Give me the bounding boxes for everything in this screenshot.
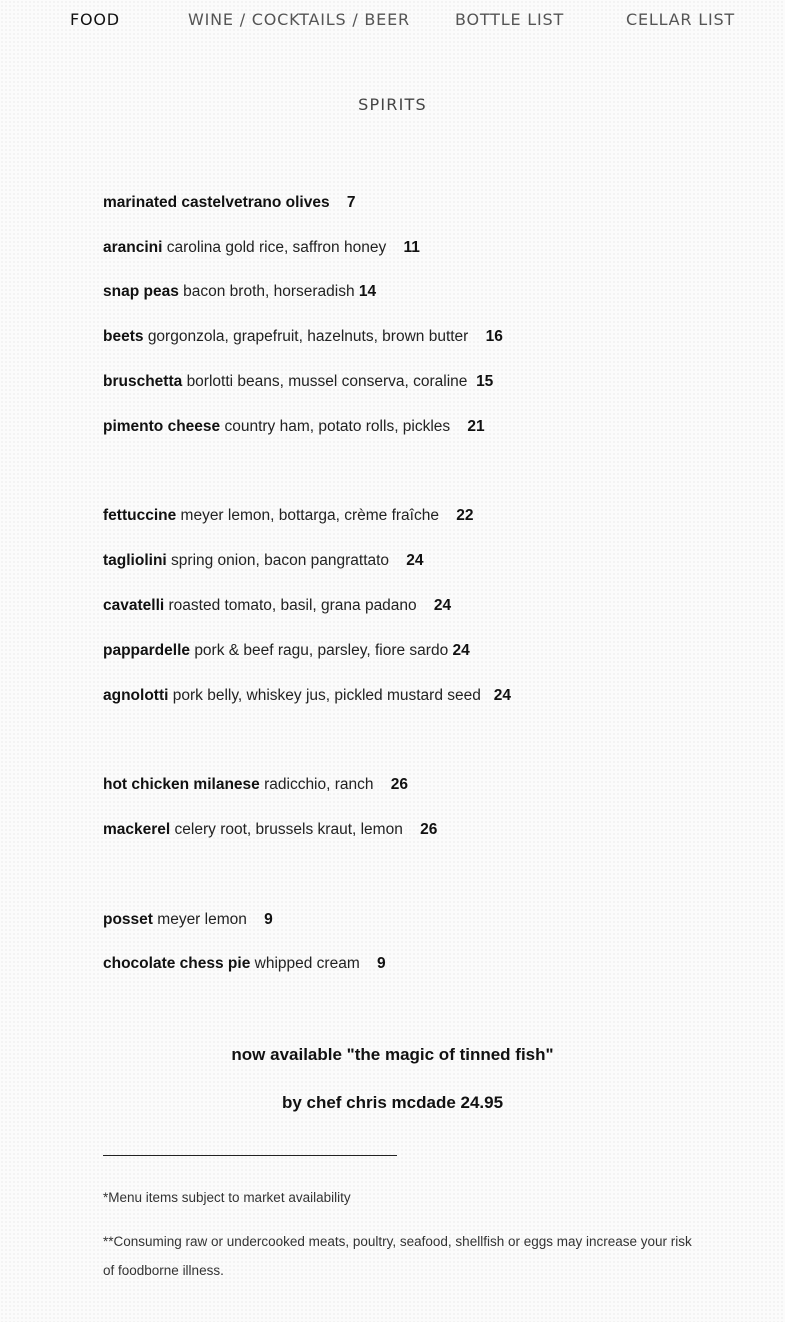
menu-item bbox=[103, 954, 386, 974]
top-nav bbox=[0, 0, 785, 50]
item-description: bacon broth, horseradish bbox=[183, 283, 355, 300]
item-name: beets bbox=[103, 328, 144, 345]
item-name: cavatelli bbox=[103, 597, 165, 614]
item-description: roasted tomato, basil, grana padano bbox=[168, 597, 417, 614]
divider bbox=[103, 1155, 397, 1156]
item-name: mackerel bbox=[103, 821, 171, 838]
item-description: spring onion, bacon pangrattato bbox=[171, 552, 390, 569]
menu-item bbox=[103, 596, 451, 616]
item-name: pimento cheese bbox=[103, 418, 221, 435]
item-description: gorgonzola, grapefruit, hazelnuts, brown butter bbox=[147, 328, 469, 345]
item-name: snap peas bbox=[103, 283, 179, 300]
menu-item bbox=[103, 775, 408, 795]
item-description: celery root, brussels kraut, lemon bbox=[174, 821, 403, 838]
tab-wine-cocktails-beer[interactable]: WINE / COCKTAILS / BEER bbox=[188, 10, 410, 29]
item-name: hot chicken milanese bbox=[103, 776, 260, 793]
menu-item bbox=[103, 641, 470, 661]
menu-item bbox=[103, 820, 437, 840]
item-description: meyer lemon, bottarga, crème fraîche bbox=[180, 507, 439, 524]
menu-item bbox=[103, 372, 493, 392]
promo-line-2: by chef chris mcdade 24.95 bbox=[281, 1093, 504, 1112]
item-price: 26 bbox=[390, 776, 408, 793]
item-price: 24 bbox=[433, 597, 452, 614]
item-description: country ham, potato rolls, pickles bbox=[224, 418, 451, 435]
menu-item bbox=[103, 327, 503, 347]
item-description: pork & beef ragu, parsley, fiore sardo bbox=[194, 642, 449, 659]
market-availability-note: *Menu items subject to market availability bbox=[103, 1190, 351, 1205]
item-name: arancini bbox=[103, 239, 163, 256]
item-description: meyer lemon bbox=[157, 911, 247, 928]
item-name: pappardelle bbox=[103, 642, 190, 659]
item-name: posset bbox=[103, 911, 153, 928]
item-price: 24 bbox=[493, 687, 512, 704]
menu-item bbox=[103, 506, 473, 526]
item-price: 14 bbox=[358, 283, 377, 300]
item-description: whipped cream bbox=[254, 955, 360, 972]
item-name: fettuccine bbox=[103, 507, 177, 524]
menu-item bbox=[103, 686, 511, 706]
menu-item bbox=[103, 193, 355, 213]
item-name: marinated castelvetrano olives bbox=[103, 194, 330, 211]
menu-item bbox=[103, 282, 376, 302]
item-price: 16 bbox=[485, 328, 503, 345]
item-price: 24 bbox=[452, 642, 470, 659]
item-price: 15 bbox=[476, 373, 494, 390]
item-name: bruschetta bbox=[103, 373, 183, 390]
item-price: 9 bbox=[376, 955, 386, 972]
item-price: 7 bbox=[346, 194, 356, 211]
item-price: 24 bbox=[406, 552, 424, 569]
menu-item bbox=[103, 238, 420, 258]
item-price: 11 bbox=[403, 239, 420, 256]
item-description: carolina gold rice, saffron honey bbox=[166, 239, 387, 256]
item-description: radicchio, ranch bbox=[264, 776, 374, 793]
item-price: 22 bbox=[456, 507, 474, 524]
section-title: SPIRITS bbox=[358, 95, 427, 114]
item-description: borlotti beans, mussel conserva, coraline bbox=[186, 373, 468, 390]
raw-food-disclaimer: **Consuming raw or undercooked meats, poultry, seafood, shellfish or eggs may increase your risk of foodborne illness. bbox=[103, 1234, 692, 1278]
item-name: tagliolini bbox=[103, 552, 167, 569]
tab-food[interactable]: FOOD bbox=[70, 10, 120, 29]
item-description: pork belly, whiskey jus, pickled mustard seed bbox=[172, 687, 481, 704]
menu-item bbox=[103, 551, 424, 571]
item-price: 9 bbox=[264, 911, 273, 928]
item-price: 21 bbox=[467, 418, 485, 435]
tab-cellar-list[interactable]: CELLAR LIST bbox=[626, 10, 735, 29]
item-price: 26 bbox=[420, 821, 438, 838]
item-name: agnolotti bbox=[103, 687, 169, 704]
item-name: chocolate chess pie bbox=[103, 955, 251, 972]
promo-line-1: now available "the magic of tinned fish" bbox=[231, 1045, 554, 1064]
menu-item bbox=[103, 417, 485, 437]
tab-bottle-list[interactable]: BOTTLE LIST bbox=[455, 10, 565, 29]
menu-item bbox=[103, 910, 273, 930]
